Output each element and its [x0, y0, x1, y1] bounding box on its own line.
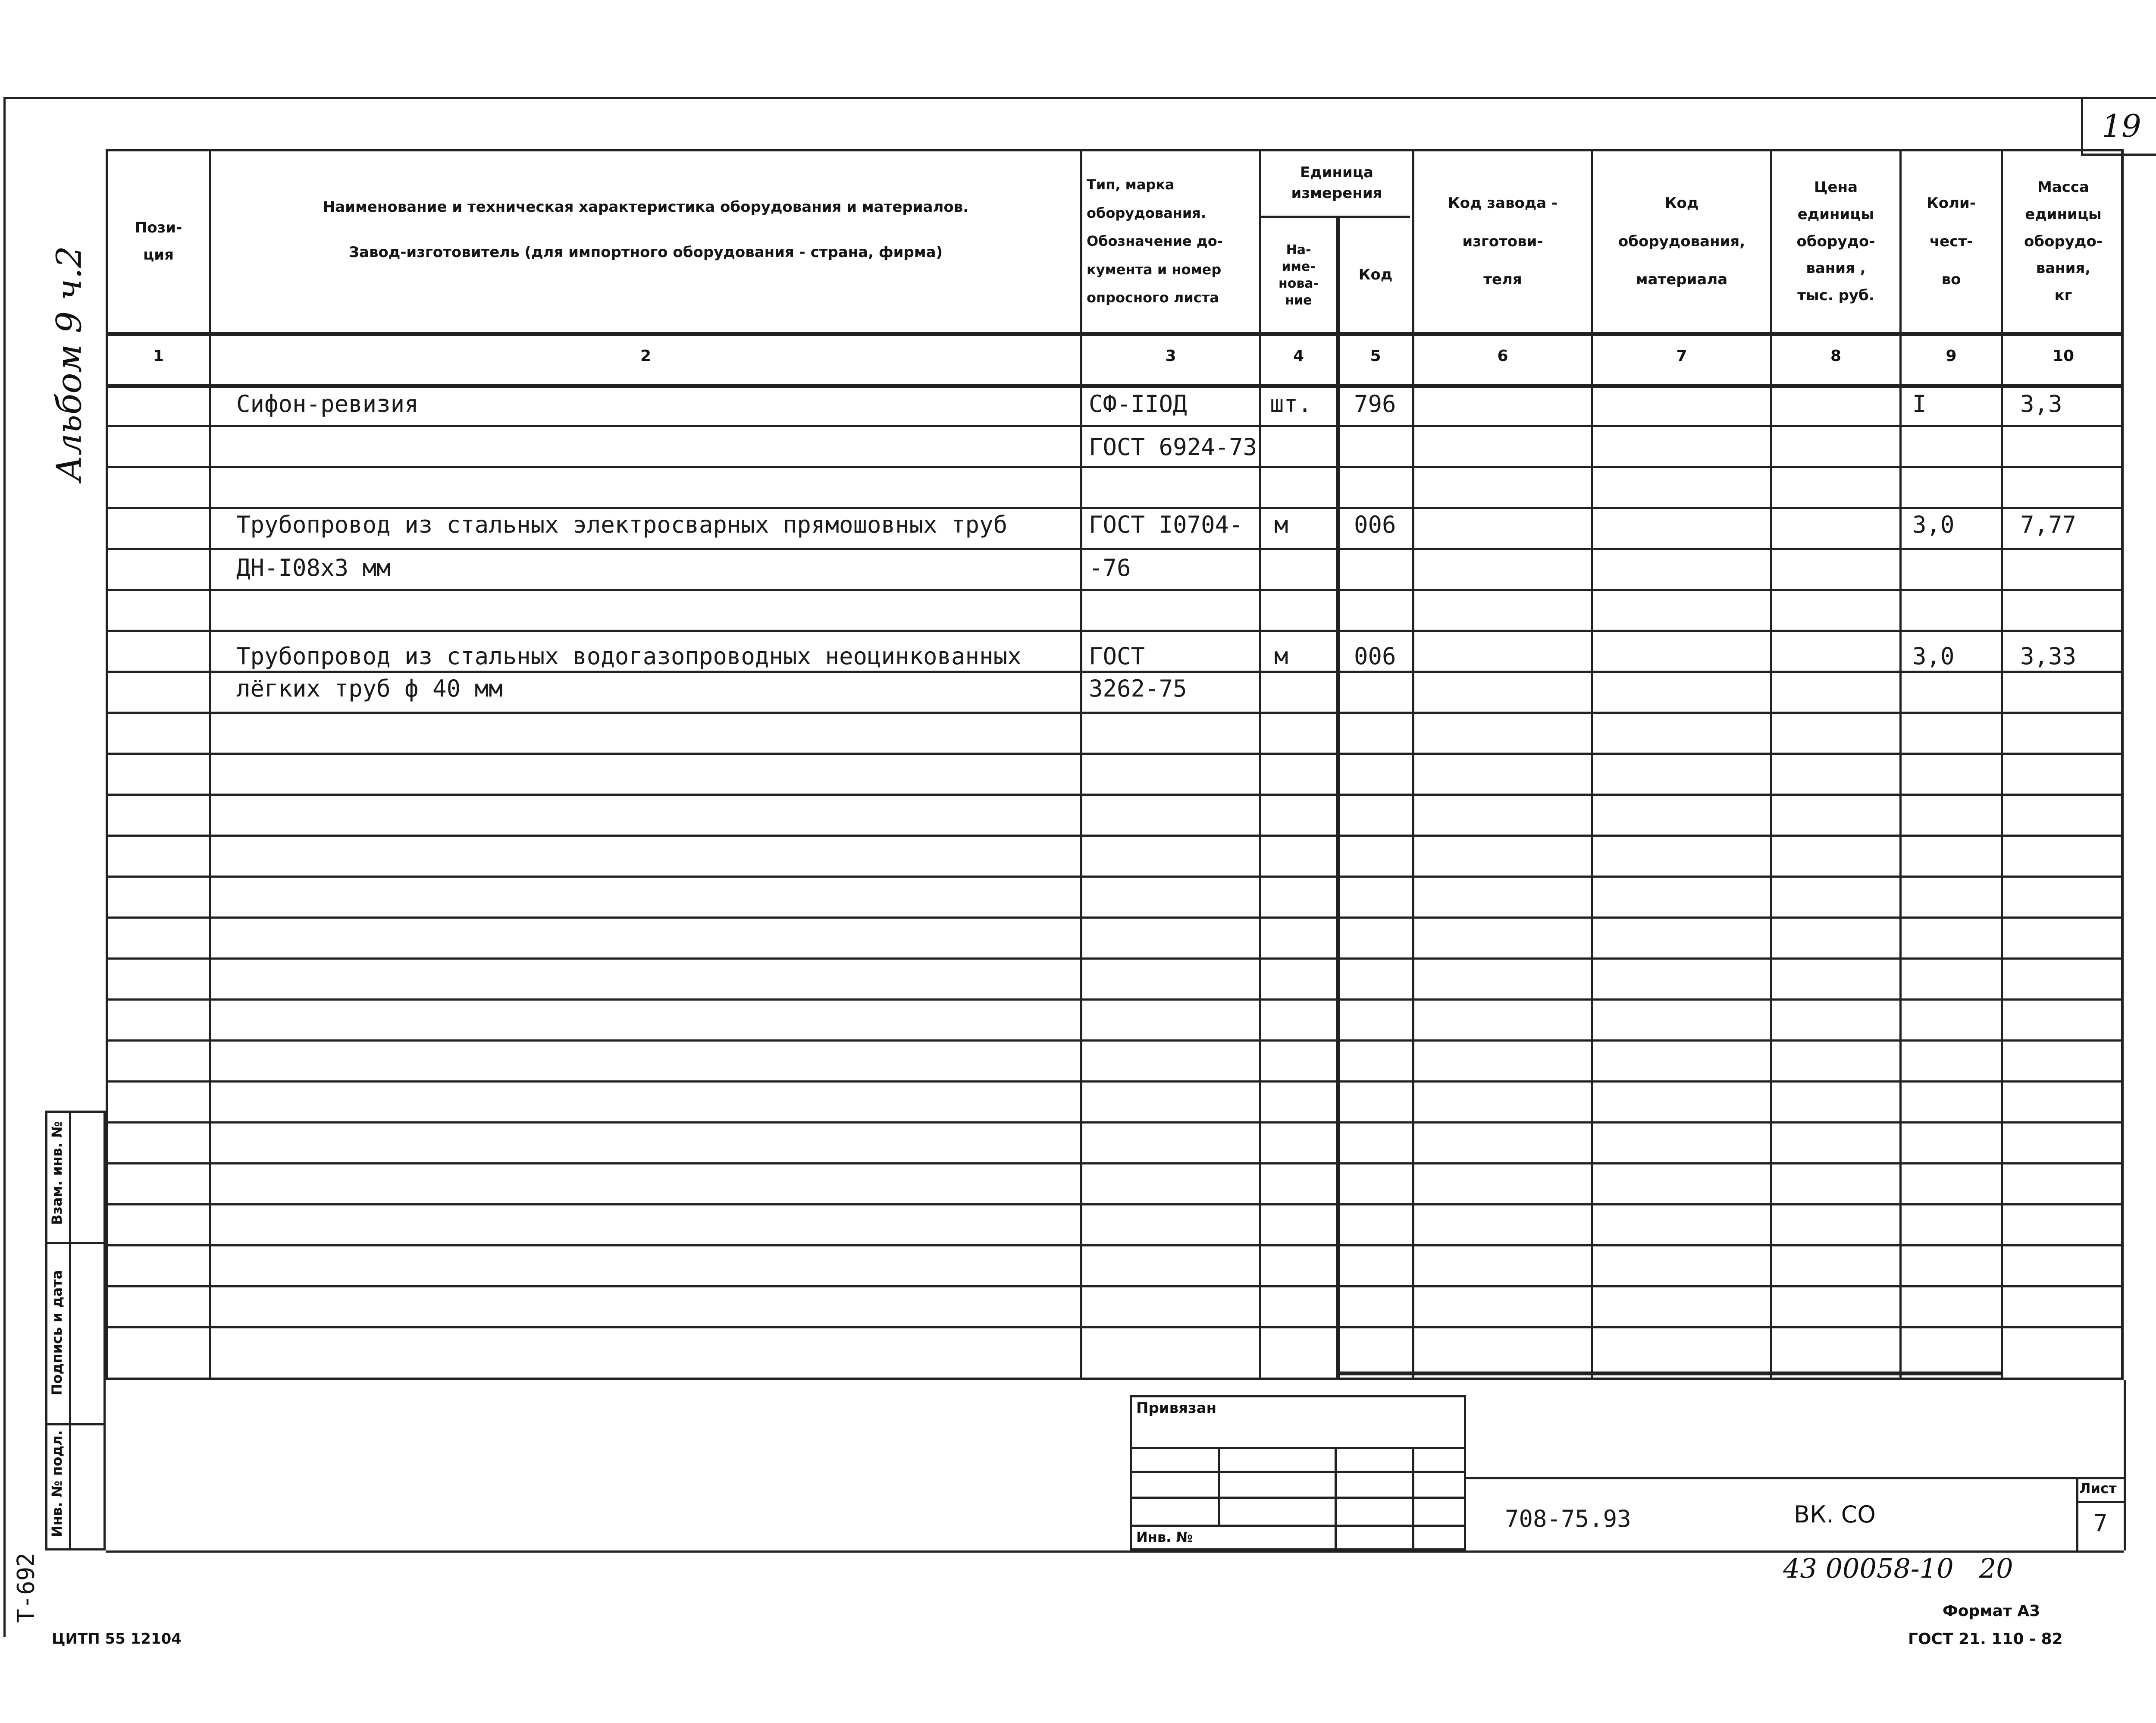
colnum-7: 7 — [1676, 347, 1687, 365]
row-line — [106, 957, 2124, 960]
header-unit-code: Код — [1358, 266, 1393, 284]
row-1-unit: шт. — [1270, 390, 1312, 417]
privyazan-block — [1130, 1395, 1466, 1550]
header-quantity: Коли- чест- во — [1927, 195, 1976, 289]
privyazan-line — [1130, 1471, 1466, 1473]
row-6-name: лёгких труб ф 40 мм — [236, 675, 503, 702]
side-stamp-line — [45, 1242, 106, 1244]
privyazan-inv-label: Инв. № — [1136, 1529, 1193, 1545]
doc-mark: ВК. СО — [1794, 1501, 1876, 1528]
row-line — [106, 1285, 2124, 1287]
header-bottom-line — [106, 332, 2124, 336]
col-line-5 — [1412, 149, 1414, 1380]
row-1-code: 796 — [1354, 390, 1396, 417]
colnum-4: 4 — [1293, 347, 1304, 365]
row-line — [106, 1039, 2124, 1042]
left-vertical-code: Т-692 — [12, 1553, 40, 1623]
row-line — [106, 425, 2124, 427]
row-3-mass: 7,77 — [2020, 511, 2077, 538]
row-2-doc: ГОСТ 6924-73 — [1089, 433, 1257, 461]
row-3-name: Трубопровод из стальных электросварных прямошовных труб — [236, 511, 1008, 538]
album-label: Альбом 9 ч.2 — [49, 246, 89, 482]
row-4-doc: -76 — [1089, 554, 1131, 581]
row-1-doc: СФ-IIОД — [1089, 390, 1187, 417]
header-mass: Масса единицы оборудо- вания, кг — [2024, 178, 2103, 304]
row-line — [106, 876, 2124, 878]
col-line-1 — [209, 149, 211, 1380]
doc-code: 708-75.93 — [1505, 1505, 1631, 1532]
row-5-mass: 3,33 — [2020, 643, 2077, 670]
title-block-top — [1466, 1477, 2124, 1479]
col-line-2 — [1080, 149, 1082, 1380]
row-1-name: Сифон-ревизия — [236, 390, 419, 417]
row-line — [106, 998, 2124, 1001]
row-line — [106, 753, 2124, 755]
row-line — [106, 630, 2124, 632]
header-price: Цена единицы оборудо- вания , тыс. руб. — [1796, 178, 1875, 304]
row-line — [106, 1244, 2124, 1246]
row-3-qty: 3,0 — [1912, 511, 1955, 538]
col-line-4 — [1336, 216, 1340, 1380]
header-unit-group: Единица измерения — [1291, 164, 1382, 202]
colnum-bottom-line — [106, 384, 2124, 388]
bottom-zone-right — [2124, 1380, 2126, 1550]
col-line-3 — [1259, 149, 1261, 1380]
row-1-qty: I — [1912, 390, 1927, 417]
title-block-sheet-line — [2076, 1477, 2078, 1550]
row-line — [106, 548, 2124, 550]
colnum-1: 1 — [153, 347, 164, 365]
privyazan-line — [1130, 1497, 1466, 1499]
row-line — [106, 712, 2124, 714]
title-block-sheet-sub — [2076, 1501, 2124, 1503]
side-podpis: Подпись и дата — [49, 1270, 65, 1396]
row-line — [106, 589, 2124, 591]
row-line — [106, 466, 2124, 468]
header-doc: Тип, марка оборудования. Обозначение до- кумента и номер опросного листа — [1087, 176, 1223, 306]
header-factory-code: Код завода - изготови- теля — [1448, 195, 1558, 289]
row-line — [106, 835, 2124, 837]
side-stamp-inner — [69, 1111, 71, 1550]
row-1-mass: 3,3 — [2020, 390, 2062, 417]
privyazan-col — [1335, 1447, 1337, 1550]
row-5-qty: 3,0 — [1912, 643, 1955, 670]
format-label: Формат А3 — [1943, 1602, 2040, 1620]
privyazan-line — [1130, 1525, 1466, 1527]
row-5-code: 006 — [1354, 643, 1396, 670]
colnum-2: 2 — [640, 347, 652, 365]
row-6-doc: 3262-75 — [1089, 675, 1187, 702]
table-bottom-line — [1336, 1371, 2003, 1375]
colnum-6: 6 — [1497, 347, 1508, 365]
colnum-5: 5 — [1370, 347, 1381, 365]
row-line — [106, 507, 2124, 509]
header-equipment-code: Код оборудования, материала — [1618, 195, 1745, 289]
side-vzam: Взам. инв. № — [49, 1121, 65, 1225]
colnum-3: 3 — [1165, 347, 1176, 365]
col-line-6 — [1591, 149, 1593, 1380]
privyazan-col — [1412, 1447, 1414, 1550]
sheet-number-top: 19 — [2102, 108, 2141, 144]
header-name-line1: Наименование и техническая характеристика оборудования и материалов. — [323, 198, 969, 216]
row-line — [106, 794, 2124, 796]
privyazan-col — [1218, 1447, 1220, 1525]
row-5-doc: ГОСТ — [1089, 643, 1145, 670]
gost-label: ГОСТ 21. 110 - 82 — [1908, 1630, 2063, 1648]
row-line — [106, 1162, 2124, 1164]
row-3-doc: ГОСТ I0704- — [1089, 511, 1243, 538]
header-position: Пози- ция — [135, 219, 182, 264]
side-inv: Инв. № подл. — [49, 1430, 65, 1537]
row-3-unit: м — [1274, 511, 1288, 538]
colnum-8: 8 — [1830, 347, 1842, 365]
sheet-label: Лист — [2079, 1480, 2117, 1497]
row-3-code: 006 — [1354, 511, 1396, 538]
row-line — [106, 671, 2124, 673]
colnum-9: 9 — [1946, 347, 1957, 365]
handwritten-number: 43 00058-10 20 — [1783, 1553, 2013, 1584]
row-5-name: Трубопровод из стальных водогазопроводных неоцинкованных — [236, 643, 1022, 670]
header-name-line2: Завод-изготовитель (для импортного оборудования - страна, фирма) — [348, 243, 943, 261]
row-line — [106, 1121, 2124, 1124]
row-5-unit: м — [1274, 643, 1288, 670]
col-line-9 — [2001, 149, 2003, 1380]
col-line-7 — [1770, 149, 1772, 1380]
row-line — [106, 1326, 2124, 1328]
sheet-value: 7 — [2093, 1510, 2108, 1537]
row-line — [106, 1203, 2124, 1205]
col-line-8 — [1899, 149, 1902, 1380]
privyazan-line — [1130, 1447, 1466, 1449]
row-4-name: ДН-I08х3 мм — [236, 554, 391, 581]
privyazan-title: Привязан — [1136, 1400, 1217, 1417]
colnum-10: 10 — [2052, 347, 2075, 365]
header-unit-name: На- име- нова- ние — [1278, 242, 1319, 308]
bottom-left-code: ЦИТП 55 12104 — [52, 1630, 182, 1648]
row-line — [106, 916, 2124, 919]
row-line — [106, 1080, 2124, 1083]
